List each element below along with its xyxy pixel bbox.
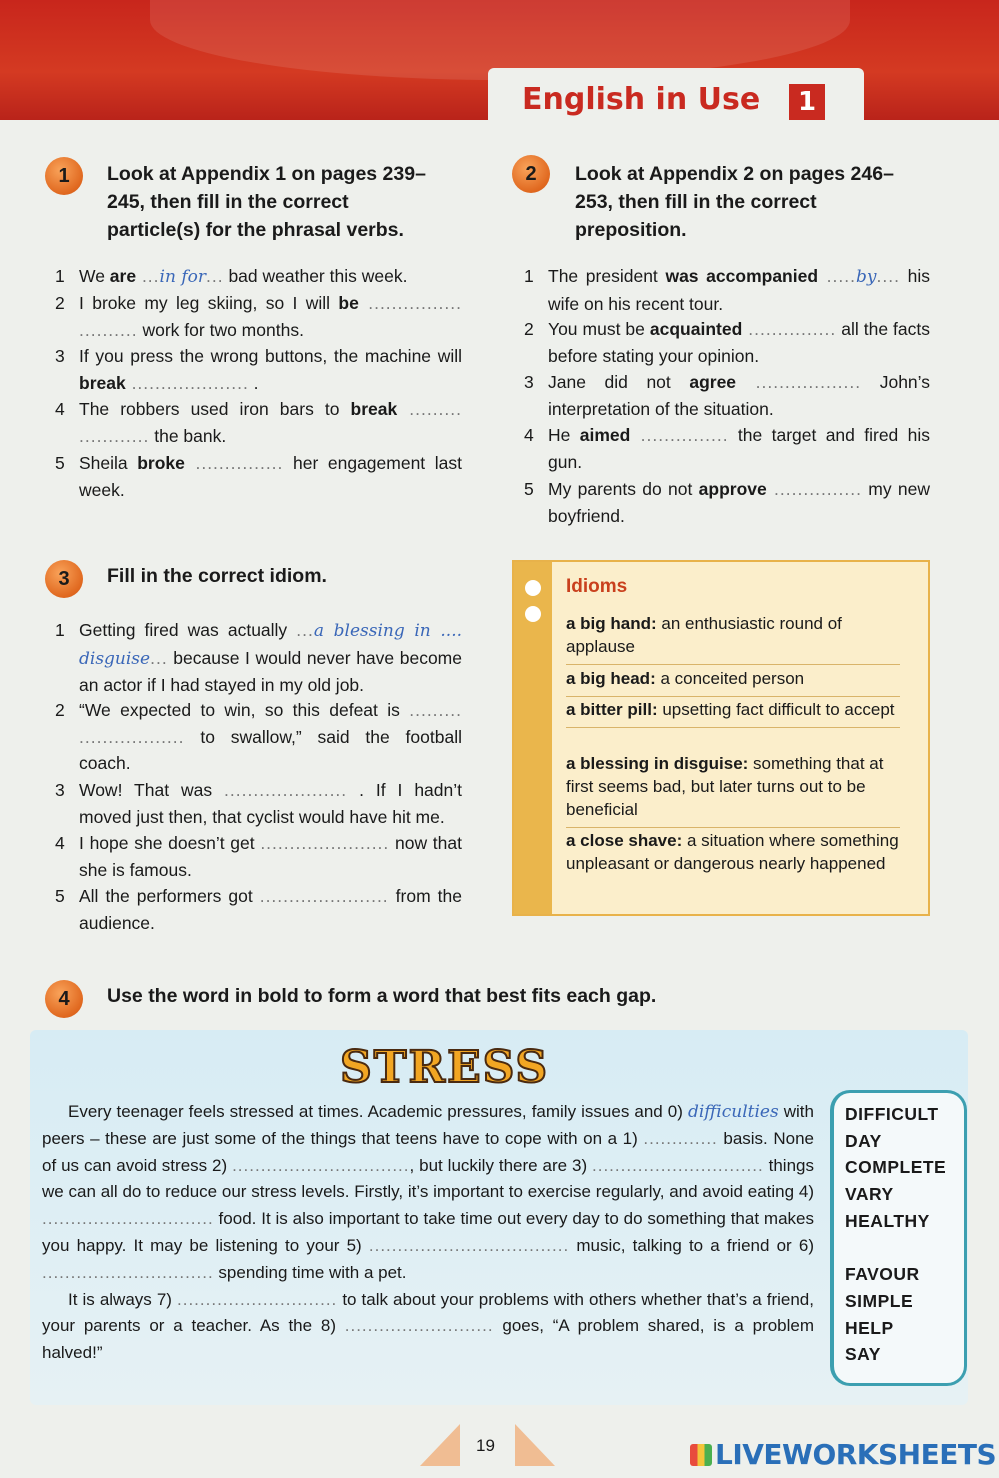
- ex1-item: [55, 263, 462, 289]
- ex3-item: [55, 830, 462, 884]
- item-number: 2: [524, 319, 534, 339]
- exercise-4-instruction: Use the word in bold to form a word that best fits each gap.: [107, 985, 657, 1007]
- keyword: HELP: [845, 1318, 894, 1338]
- answer-gap[interactable]: ...............: [630, 425, 729, 445]
- exercise-2-instruction: Look at Appendix 2 on pages 246– 253, then fill in the correct preposition.: [575, 163, 894, 241]
- ex1-item: [55, 343, 462, 397]
- binder-hole: [525, 606, 541, 622]
- item-text: Sheila: [79, 453, 138, 473]
- item-number: 1: [55, 620, 65, 640]
- text-segment: with peers – these are just some of the things that teens have to cope with on a 1): [42, 1102, 814, 1148]
- page-decoration: [420, 1424, 460, 1466]
- answer-input[interactable]: difficulties: [687, 1102, 779, 1122]
- text-segment: food. It is also important to take time out every day to do something that makes you happy. It may be listening to your 5): [42, 1209, 814, 1255]
- ex3-item: [55, 883, 462, 937]
- idiom-definition: a situation where something unpleasant or dangerous nearly happened: [566, 831, 899, 873]
- idioms-title: Idioms: [566, 576, 628, 597]
- keyword: COMPLETE: [845, 1157, 947, 1177]
- ex3-item: [55, 777, 462, 831]
- idiom-term: a big head:: [566, 669, 656, 688]
- gap-dots: ...: [150, 647, 168, 668]
- binder-hole: [525, 580, 541, 596]
- item-text: all the facts before stating your opinion.: [548, 319, 931, 366]
- item-keyword: break: [79, 372, 126, 393]
- idioms-box: [512, 560, 930, 916]
- item-keyword: agree: [689, 372, 737, 392]
- idiom-entry: [566, 698, 900, 728]
- item-keyword: acquainted: [649, 319, 743, 339]
- keyword: FAVOUR: [845, 1264, 920, 1284]
- page-number: 19: [476, 1436, 495, 1455]
- ex2-item: [524, 316, 930, 370]
- answer-gap[interactable]: ..............................: [592, 1155, 764, 1175]
- answer-gap[interactable]: ......... ............: [79, 399, 463, 446]
- answer-gap[interactable]: .....................: [224, 780, 348, 800]
- item-keyword: break: [350, 399, 398, 419]
- answer-gap[interactable]: ...................................: [368, 1235, 570, 1255]
- item-text: bad weather this week.: [223, 266, 408, 286]
- idiom-entry: [566, 829, 900, 881]
- keyword: VARY: [845, 1184, 894, 1204]
- item-text: work for two months.: [137, 319, 304, 340]
- ex2-item: [524, 263, 930, 317]
- idiom-definition: an enthusiastic round of applause: [566, 614, 842, 656]
- idiom-entry: [566, 667, 900, 697]
- item-number: 1: [524, 266, 534, 286]
- exercise-1-instruction: Look at Appendix 1 on pages 239–245, then fill in the correct particle(s) for the phrasal verbs.: [107, 163, 426, 241]
- item-text: The president: [548, 266, 666, 286]
- item-text: He: [548, 425, 580, 445]
- answer-gap[interactable]: ............................: [177, 1289, 338, 1309]
- item-text: I hope she doesn’t get: [79, 833, 261, 853]
- item-keyword: are: [109, 266, 137, 286]
- item-number: 2: [55, 293, 65, 313]
- text-segment: Every teenager feels stressed at times. Academic pressures, family issues and 0): [68, 1102, 688, 1121]
- gap-dots: ...: [205, 266, 224, 286]
- ex1-item: [55, 396, 462, 450]
- item-text: Jane did not: [548, 372, 690, 392]
- item-number: 5: [55, 453, 65, 473]
- item-text: her engagement last week.: [79, 453, 462, 500]
- text-segment: , but luckily there are 3): [409, 1155, 593, 1175]
- idiom-definition: upsetting fact difficult to accept: [657, 700, 895, 719]
- text-segment: things we can all do to reduce our stress levels. Firstly, it’s important to exercise regularly, and avoid eating 4): [42, 1155, 814, 1202]
- item-text: my new boyfriend.: [548, 479, 931, 526]
- answer-gap[interactable]: ......................: [260, 833, 390, 853]
- keyword: SIMPLE: [845, 1291, 914, 1311]
- item-number: 5: [524, 479, 534, 499]
- item-text: John’s interpretation of the situation.: [548, 372, 930, 419]
- answer-input[interactable]: in for: [159, 267, 206, 287]
- item-text: from the audience.: [79, 886, 462, 933]
- item-number: 5: [55, 886, 65, 906]
- gap-dots: ...: [136, 266, 160, 286]
- exercise-4-badge: 4: [45, 980, 83, 1018]
- text-segment: music, talking to a friend or 6): [569, 1235, 814, 1255]
- idiom-entry: [566, 752, 900, 828]
- item-number: 4: [55, 833, 65, 853]
- answer-gap[interactable]: ...............: [184, 453, 284, 473]
- answer-input[interactable]: a blessing in .... disguise: [79, 621, 462, 669]
- item-text: My parents do not: [548, 479, 699, 499]
- item-number: 1: [55, 266, 65, 286]
- answer-gap[interactable]: ...............: [766, 479, 862, 499]
- idioms-strip: [514, 562, 552, 914]
- text-segment: to talk about your problems with others whether that’s a friend, your parents or a teacher. As the 8): [42, 1289, 814, 1336]
- answer-gap[interactable]: ..........................: [344, 1316, 494, 1336]
- answer-gap[interactable]: ...............: [742, 319, 837, 339]
- item-number: 3: [55, 780, 65, 800]
- text-title: STRESS: [340, 1042, 550, 1093]
- item-number: 3: [524, 372, 534, 392]
- item-text: now that she is famous.: [79, 833, 462, 880]
- idiom-definition: a conceited person: [655, 669, 805, 688]
- item-text: All the performers got: [79, 886, 260, 906]
- answer-gap[interactable]: ....................: [125, 372, 249, 393]
- gap-dots: ...: [296, 620, 314, 640]
- text-segment: spending time with a pet.: [213, 1262, 407, 1282]
- answer-gap[interactable]: ..............................: [42, 1262, 214, 1282]
- item-text: You must be: [548, 319, 650, 339]
- idiom-entry: [566, 612, 900, 665]
- item-text: .: [248, 372, 259, 393]
- item-number: 4: [524, 425, 534, 445]
- ex3-item: [55, 697, 462, 777]
- answer-gap[interactable]: ...............................: [232, 1155, 410, 1175]
- item-text: . If I hadn’t moved just then, that cyclist would have hit me.: [79, 780, 463, 827]
- answer-gap[interactable]: ......... ..................: [79, 700, 462, 747]
- item-keyword: broke: [137, 453, 185, 473]
- ex1-item: [55, 450, 462, 504]
- ex2-item: [524, 369, 930, 423]
- item-text: I broke my leg skiing, so I will: [79, 293, 339, 313]
- answer-gap[interactable]: ..................: [736, 372, 862, 392]
- gap-dots: ....: [876, 266, 900, 286]
- idiom-term: a close shave:: [566, 831, 683, 850]
- idiom-term: a blessing in disguise:: [566, 754, 749, 773]
- keyword: HEALTHY: [845, 1211, 930, 1231]
- item-text: The robbers used iron bars to: [79, 399, 351, 419]
- item-number: 3: [55, 346, 65, 366]
- keyword: SAY: [845, 1344, 881, 1364]
- idiom-term: a bitter pill:: [566, 700, 658, 719]
- item-number: 4: [55, 399, 65, 419]
- item-text: his wife on his recent tour.: [548, 266, 930, 314]
- item-keyword: approve: [698, 479, 767, 499]
- unit-badge: 1: [789, 84, 825, 120]
- answer-gap[interactable]: .............: [643, 1128, 718, 1148]
- answer-gap[interactable]: ................ ..........: [79, 293, 463, 340]
- ex2-item: [524, 422, 930, 476]
- answer-input[interactable]: by: [856, 267, 877, 287]
- item-keyword: was accompanied: [665, 266, 819, 286]
- idiom-definition: something that at first seems bad, but later turns out to be beneficial: [566, 754, 884, 819]
- item-number: 2: [55, 700, 65, 720]
- ex2-item: [524, 476, 930, 530]
- gap-fill-text: [42, 1099, 814, 1367]
- item-text: We: [79, 266, 110, 286]
- text-segment: goes, “A problem shared, is a problem halved!”: [42, 1316, 814, 1363]
- text-segment: It is always 7): [68, 1289, 178, 1309]
- idiom-term: a big hand:: [566, 614, 657, 633]
- item-text: the bank.: [149, 425, 227, 446]
- answer-gap[interactable]: ..............................: [42, 1209, 214, 1229]
- page-decoration: [515, 1424, 555, 1466]
- text-segment: basis. None of us can avoid stress 2): [42, 1128, 814, 1175]
- exercise-3-badge: 3: [45, 560, 83, 598]
- keyword: DAY: [845, 1131, 882, 1151]
- item-text: Getting fired was actually: [79, 620, 297, 640]
- watermark: [690, 1438, 996, 1471]
- item-text: If you press the wrong buttons, the machine will: [79, 346, 462, 366]
- item-text: Wow! That was: [79, 780, 225, 800]
- exercise-2-badge: 2: [512, 155, 550, 193]
- ex3-item: [55, 617, 462, 697]
- exercise-3-instruction: Fill in the correct idiom.: [107, 565, 327, 587]
- item-text: “We expected to win, so this defeat is: [79, 700, 410, 720]
- item-keyword: aimed: [579, 425, 631, 445]
- exercise-1-badge: 1: [45, 157, 83, 195]
- watermark-text: LIVEWORKSHEETS: [715, 1438, 997, 1471]
- item-text: the target and fired his gun.: [548, 425, 930, 472]
- gap-dots: .....: [818, 266, 856, 286]
- liveworksheets-logo-icon: [690, 1444, 712, 1466]
- item-keyword: be: [338, 293, 359, 313]
- ex1-item: [55, 290, 462, 344]
- page-title: English in Use: [522, 82, 761, 117]
- keyword: DIFFICULT: [845, 1104, 939, 1124]
- item-text: because I would never have become an actor if I had stayed in my old job.: [79, 647, 462, 696]
- answer-gap[interactable]: ......................: [259, 886, 389, 906]
- item-text: to swallow,” said the football coach.: [79, 726, 462, 774]
